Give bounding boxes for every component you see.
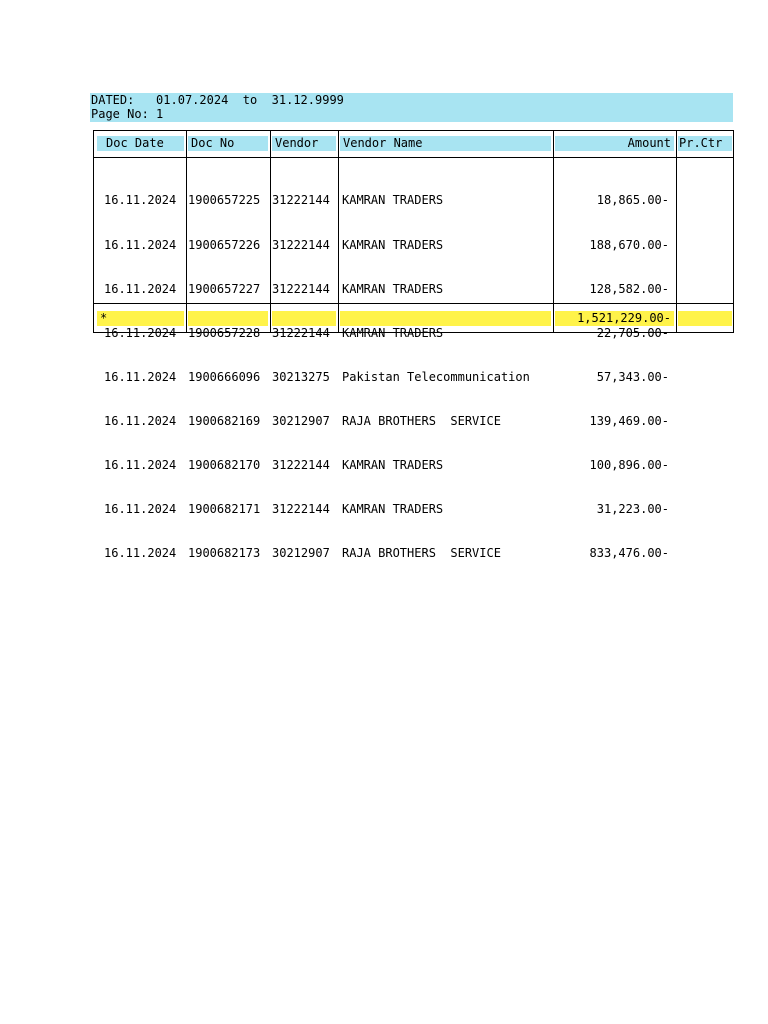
vendor-name-cell: KAMRAN TRADERS bbox=[342, 281, 444, 296]
total-marker: * bbox=[97, 311, 184, 326]
total-vendor-cell bbox=[272, 311, 336, 326]
total-amount: 1,521,229.00- bbox=[555, 311, 674, 326]
doc-date-cell: 16.11.2024 bbox=[104, 458, 177, 473]
dated-label: DATED: bbox=[91, 93, 135, 107]
column-header-vendor: Vendor bbox=[272, 136, 336, 151]
doc-no-cell: 1900657227 bbox=[188, 281, 261, 296]
doc-no-cell: 1900682173 bbox=[188, 546, 261, 561]
column-divider bbox=[186, 131, 187, 332]
vendor-cell: 31222144 bbox=[272, 325, 330, 340]
vendor-name-cell: KAMRAN TRADERS bbox=[342, 325, 444, 340]
doc-date-cell: 16.11.2024 bbox=[104, 281, 177, 296]
column-divider bbox=[270, 131, 271, 332]
vendor-cell: 31222144 bbox=[272, 281, 330, 296]
doc-date-cell: 16.11.2024 bbox=[104, 193, 177, 208]
vendor-cell: 30212907 bbox=[272, 413, 330, 428]
header-separator bbox=[94, 157, 733, 158]
amount-cell: 128,582.00- bbox=[589, 281, 669, 296]
doc-no-column bbox=[188, 164, 260, 590]
vendor-name-cell: KAMRAN TRADERS bbox=[342, 193, 444, 208]
doc-date-cell: 16.11.2024 bbox=[104, 546, 177, 561]
column-header-vendor-name: Vendor Name bbox=[340, 136, 551, 151]
page-label: Page No: bbox=[91, 107, 149, 121]
vendor-name-cell: KAMRAN TRADERS bbox=[342, 458, 444, 473]
date-range-line bbox=[91, 93, 344, 107]
column-divider bbox=[338, 131, 339, 332]
total-vendor-name-cell bbox=[340, 311, 551, 326]
vendor-column bbox=[272, 164, 330, 590]
vendor-name-column bbox=[342, 164, 530, 590]
amount-cell: 18,865.00- bbox=[596, 193, 669, 208]
total-doc-no-cell bbox=[188, 311, 268, 326]
amount-cell: 100,896.00- bbox=[589, 458, 669, 473]
doc-no-cell: 1900682170 bbox=[188, 458, 261, 473]
to-label: to bbox=[242, 93, 258, 107]
column-header-amount: Amount bbox=[555, 136, 674, 151]
amount-cell: 57,343.00- bbox=[596, 369, 669, 384]
page-number: 1 bbox=[156, 107, 164, 121]
vendor-cell: 31222144 bbox=[272, 458, 330, 473]
vendor-name-cell: KAMRAN TRADERS bbox=[342, 502, 444, 517]
amount-cell: 31,223.00- bbox=[596, 502, 669, 517]
amount-cell: 833,476.00- bbox=[589, 546, 669, 561]
doc-date-cell: 16.11.2024 bbox=[104, 237, 177, 252]
amount-cell: 22,705.00- bbox=[596, 325, 669, 340]
date-to: 31.12.9999 bbox=[271, 93, 344, 107]
doc-date-cell: 16.11.2024 bbox=[104, 413, 177, 428]
column-divider bbox=[676, 131, 677, 332]
doc-date-cell: 16.11.2024 bbox=[104, 325, 177, 340]
page-number-line bbox=[91, 107, 163, 121]
doc-no-cell: 1900682169 bbox=[188, 413, 261, 428]
vendor-name-cell: RAJA BROTHERS SERVICE bbox=[342, 546, 501, 561]
amount-cell: 139,469.00- bbox=[589, 413, 669, 428]
vendor-name-cell: RAJA BROTHERS SERVICE bbox=[342, 413, 501, 428]
column-header-pr-ctr: Pr.Ctr bbox=[678, 136, 732, 151]
amount-column bbox=[590, 164, 669, 590]
amount-cell: 188,670.00- bbox=[589, 237, 669, 252]
doc-date-cell: 16.11.2024 bbox=[104, 502, 177, 517]
doc-no-cell: 1900682171 bbox=[188, 502, 261, 517]
vendor-cell: 30212907 bbox=[272, 546, 330, 561]
column-divider bbox=[553, 131, 554, 332]
doc-date-cell: 16.11.2024 bbox=[104, 369, 177, 384]
vendor-cell: 31222144 bbox=[272, 502, 330, 517]
doc-no-cell: 1900666096 bbox=[188, 369, 261, 384]
doc-no-cell: 1900657228 bbox=[188, 325, 261, 340]
doc-no-cell: 1900657225 bbox=[188, 193, 261, 208]
vendor-cell: 31222144 bbox=[272, 237, 330, 252]
document-table bbox=[93, 130, 734, 561]
vendor-cell: 31222144 bbox=[272, 193, 330, 208]
doc-no-cell: 1900657226 bbox=[188, 237, 261, 252]
vendor-name-cell: Pakistan Telecommunication bbox=[342, 369, 530, 384]
date-from: 01.07.2024 bbox=[156, 93, 229, 107]
column-header-doc-date: Doc Date bbox=[97, 136, 184, 151]
doc-date-column bbox=[104, 164, 176, 590]
column-header-doc-no: Doc No bbox=[188, 136, 268, 151]
total-pr-ctr-cell bbox=[678, 311, 732, 326]
vendor-name-cell: KAMRAN TRADERS bbox=[342, 237, 444, 252]
vendor-cell: 30213275 bbox=[272, 369, 330, 384]
